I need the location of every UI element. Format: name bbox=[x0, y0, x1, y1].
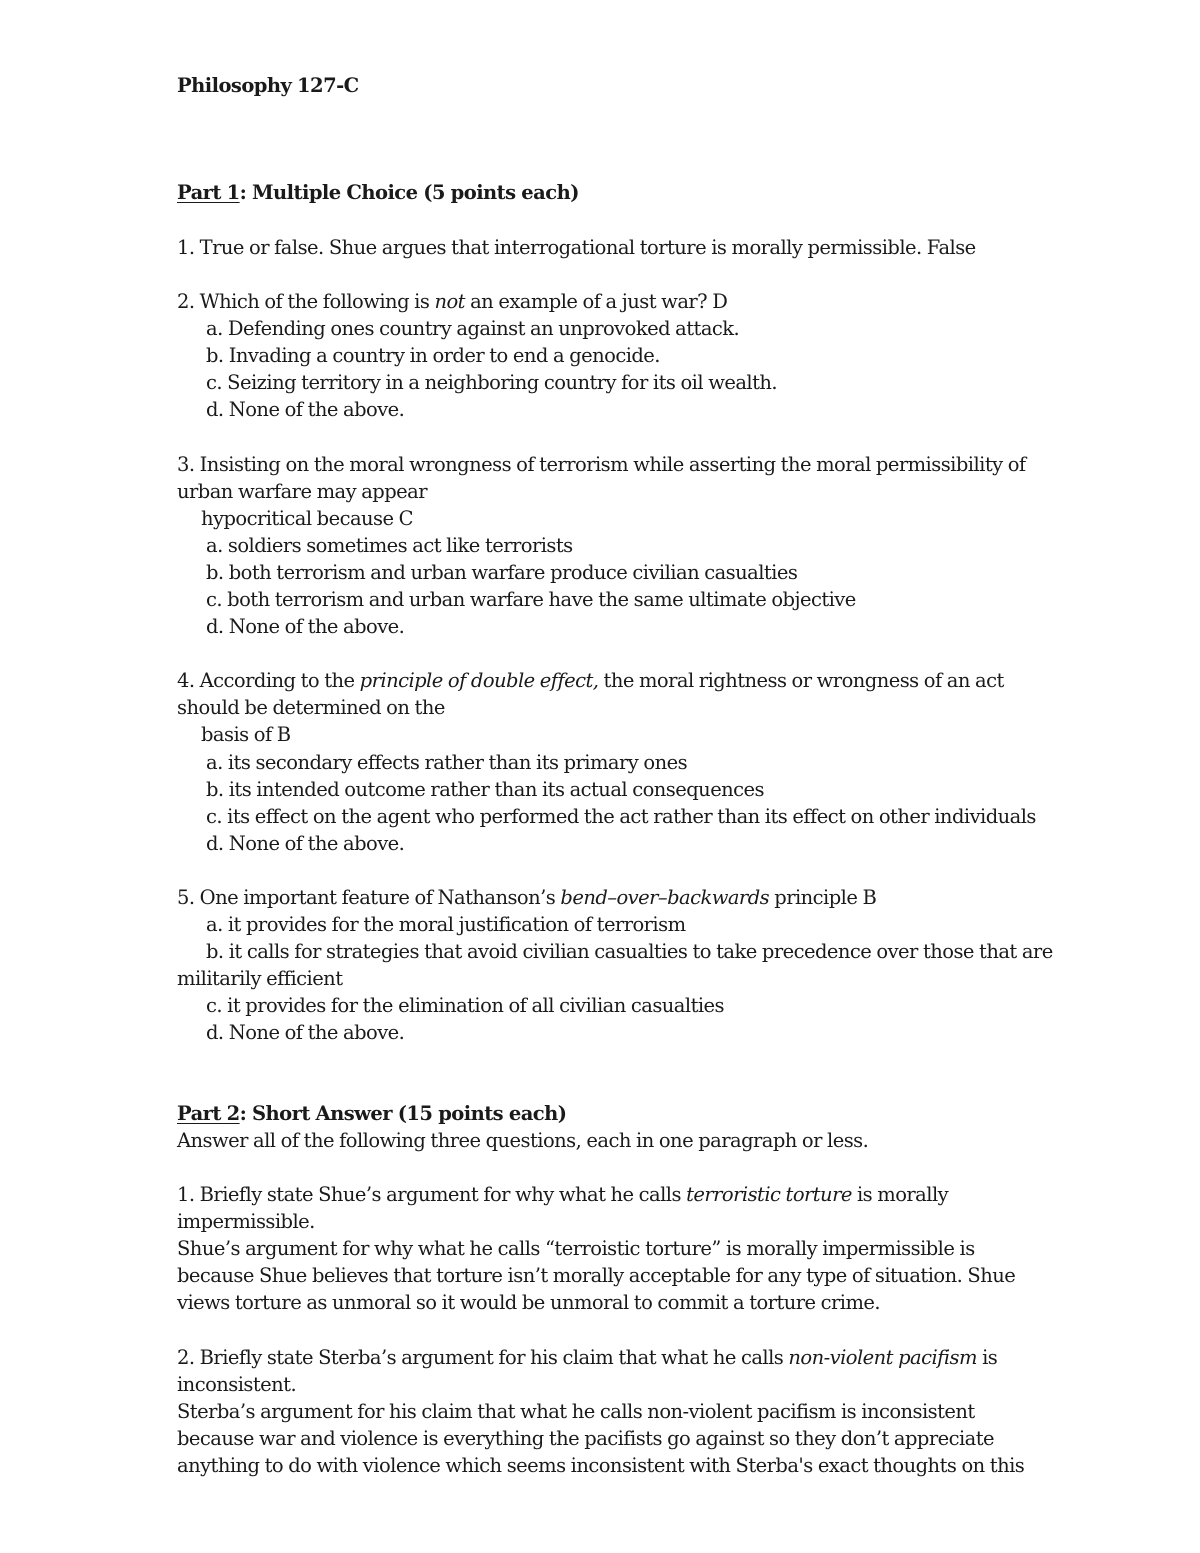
question-4-cont: basis of B bbox=[201, 723, 291, 746]
answer-line: because Shue believes that torture isn’t morally acceptable for any type of situation. Shue bbox=[177, 1264, 1016, 1287]
option: d. None of the above. bbox=[206, 615, 405, 638]
answer-line: because war and violence is everything the pacifists go against so they don’t appreciate bbox=[177, 1427, 995, 1450]
question-4-cont: should be determined on the bbox=[177, 696, 445, 719]
part2-instructions: Answer all of the following three questions, each in one paragraph or less. bbox=[177, 1129, 869, 1152]
short-question-1 bbox=[177, 1181, 948, 1208]
option: b. it calls for strategies that avoid civilian casualties to take precedence over those that are bbox=[206, 940, 1053, 963]
part1-label: Part 1 bbox=[177, 181, 240, 204]
question-2-post: an example of a just war? D bbox=[464, 290, 728, 313]
option: b. its intended outcome rather than its actual consequences bbox=[206, 778, 765, 801]
option: c. it provides for the elimination of all civilian casualties bbox=[206, 994, 724, 1017]
short-question-1-pre: 1. Briefly state Shue’s argument for why what he calls bbox=[177, 1183, 687, 1206]
option: c. Seizing territory in a neighboring country for its oil wealth. bbox=[206, 371, 778, 394]
option: d. None of the above. bbox=[206, 832, 405, 855]
option: d. None of the above. bbox=[206, 1021, 405, 1044]
answer-line: views torture as unmoral so it would be unmoral to commit a torture crime. bbox=[177, 1291, 881, 1314]
short-question-2-em: non-violent pacifism bbox=[788, 1346, 977, 1369]
page-title: Philosophy 127-C bbox=[177, 74, 359, 97]
question-4 bbox=[177, 667, 1004, 694]
option: a. Defending ones country against an unprovoked attack. bbox=[206, 317, 740, 340]
part1-heading-text: : Multiple Choice (5 points each) bbox=[239, 181, 579, 204]
part2-heading bbox=[177, 1100, 566, 1127]
short-question-1-em: terroristic torture bbox=[686, 1183, 852, 1206]
option-cont: militarily efficient bbox=[177, 967, 343, 990]
short-question-1-cont: impermissible. bbox=[177, 1210, 315, 1233]
short-question-2 bbox=[177, 1344, 997, 1371]
part1-heading bbox=[177, 179, 579, 206]
option: b. both terrorism and urban warfare produce civilian casualties bbox=[206, 561, 798, 584]
option: a. soldiers sometimes act like terrorists bbox=[206, 534, 573, 557]
option: a. it provides for the moral justification of terrorism bbox=[206, 913, 686, 936]
answer-line: Shue’s argument for why what he calls “terroistic torture” is morally impermissible is bbox=[177, 1237, 975, 1260]
question-5-em: bend–over–backwards bbox=[560, 886, 770, 909]
question-5-post: principle B bbox=[769, 886, 877, 909]
question-2 bbox=[177, 288, 727, 315]
question-5 bbox=[177, 884, 876, 911]
question-4-pre: 4. According to the bbox=[177, 669, 360, 692]
answer-line: anything to do with violence which seems inconsistent with Sterba's exact thoughts on this bbox=[177, 1454, 1025, 1477]
question-3-cont: hypocritical because C bbox=[201, 507, 414, 530]
short-question-2-pre: 2. Briefly state Sterba’s argument for his claim that what he calls bbox=[177, 1346, 789, 1369]
option: d. None of the above. bbox=[206, 398, 405, 421]
option: c. both terrorism and urban warfare have the same ultimate objective bbox=[206, 588, 856, 611]
short-question-2-cont: inconsistent. bbox=[177, 1373, 297, 1396]
question-4-em: principle of double effect, bbox=[359, 669, 599, 692]
answer-line: Sterba’s argument for his claim that what he calls non-violent pacifism is inconsistent bbox=[177, 1400, 975, 1423]
option: b. Invading a country in order to end a genocide. bbox=[206, 344, 660, 367]
short-question-2-post: is bbox=[976, 1346, 998, 1369]
question-5-pre: 5. One important feature of Nathanson’s bbox=[177, 886, 561, 909]
option: c. its effect on the agent who performed the act rather than its effect on other individuals bbox=[206, 805, 1036, 828]
question-4-post: the moral rightness or wrongness of an act bbox=[598, 669, 1004, 692]
question-2-pre: 2. Which of the following is bbox=[177, 290, 435, 313]
short-question-1-post: is morally bbox=[851, 1183, 949, 1206]
option: a. its secondary effects rather than its primary ones bbox=[206, 751, 688, 774]
part2-label: Part 2 bbox=[177, 1102, 240, 1125]
question-3-cont: urban warfare may appear bbox=[177, 480, 427, 503]
question-1: 1. True or false. Shue argues that interrogational torture is morally permissible. False bbox=[177, 236, 976, 259]
question-2-em: not bbox=[434, 290, 465, 313]
question-3: 3. Insisting on the moral wrongness of terrorism while asserting the moral permissibility of bbox=[177, 453, 1026, 476]
part2-heading-text: : Short Answer (15 points each) bbox=[239, 1102, 567, 1125]
